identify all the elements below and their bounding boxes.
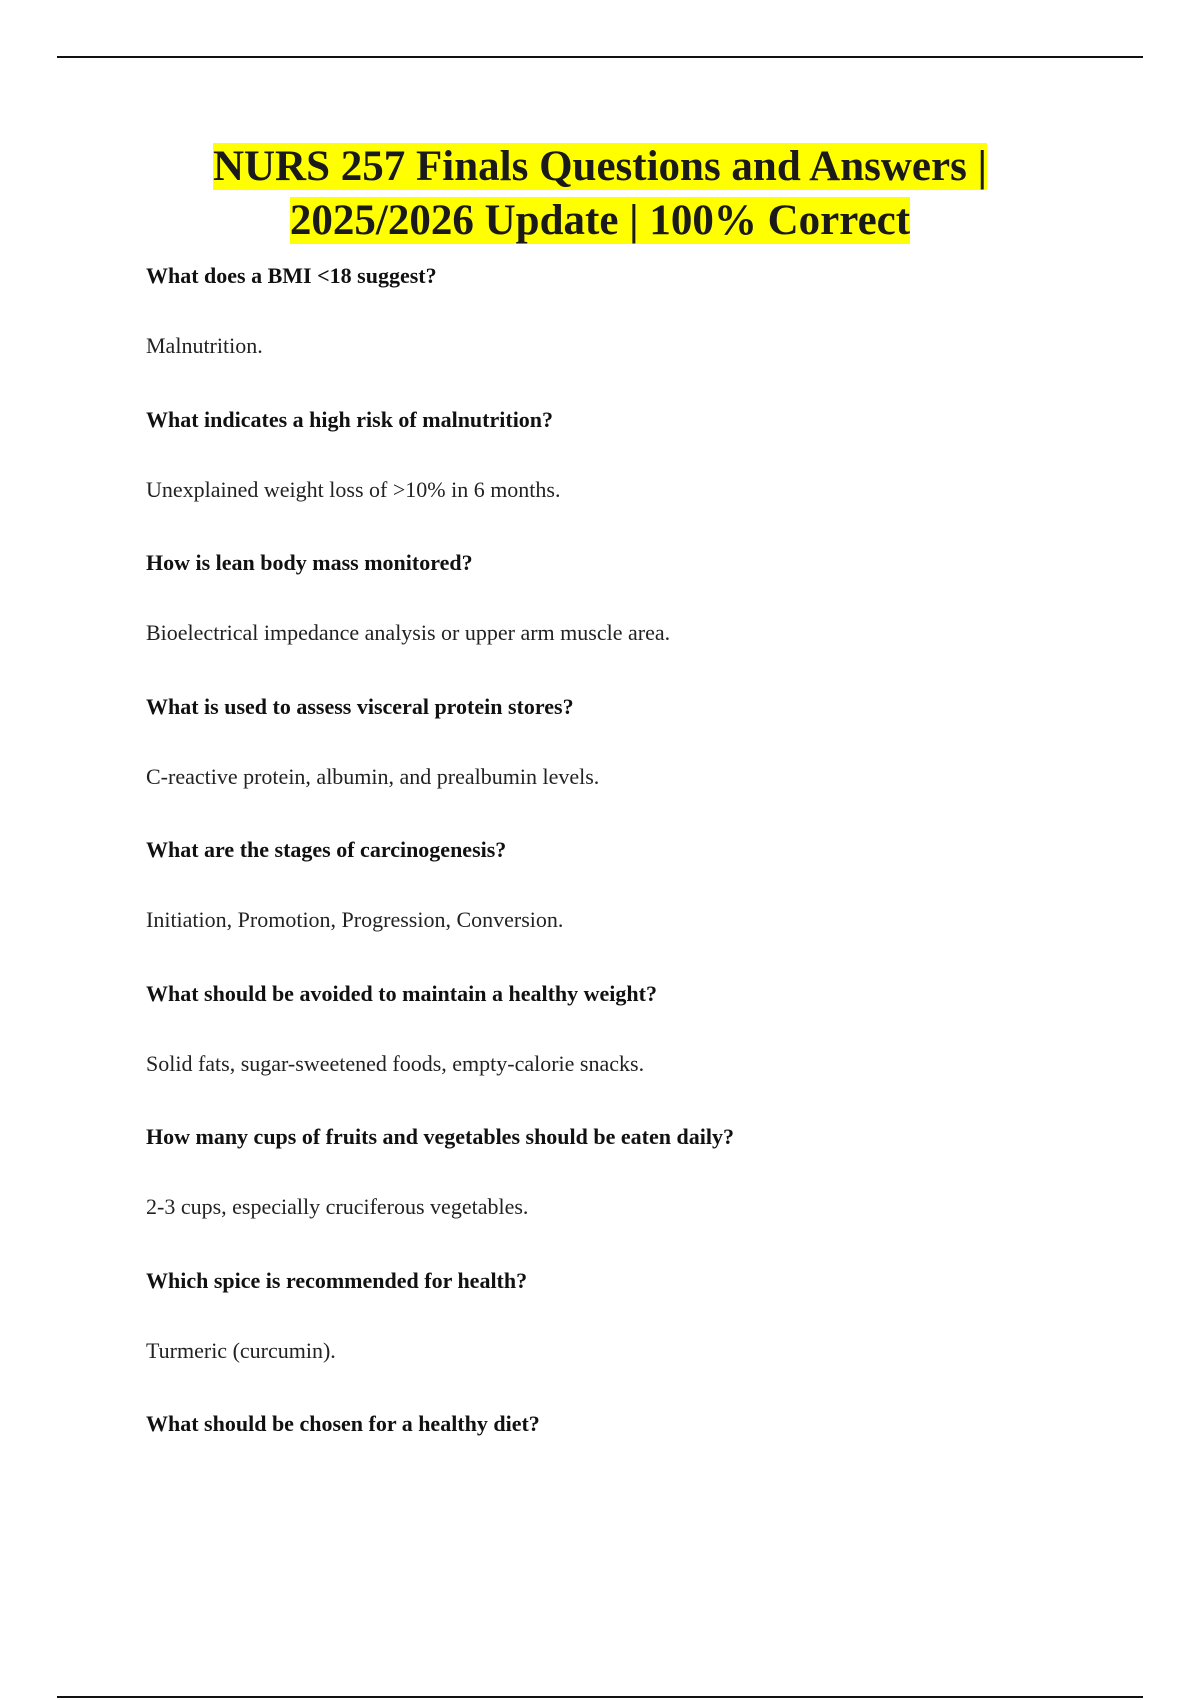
qa-item <box>146 549 1106 693</box>
title-line-2: 2025/2026 Update | 100% Correct <box>289 197 911 244</box>
qa-item <box>146 1267 1106 1411</box>
qa-list <box>146 262 1106 1554</box>
question: What should be chosen for a healthy diet? <box>146 1411 540 1436</box>
answer: Unexplained weight loss of >10% in 6 months. <box>146 476 561 502</box>
question: Which spice is recommended for health? <box>146 1267 528 1293</box>
answer: 2-3 cups, especially cruciferous vegetables. <box>146 1194 529 1219</box>
answer: Bioelectrical impedance analysis or upper arm muscle area. <box>146 620 671 645</box>
question: What is used to assess visceral protein stores? <box>146 693 574 719</box>
bottom-rule <box>57 1696 1143 1698</box>
qa-item <box>146 836 1106 980</box>
qa-item <box>146 262 1106 406</box>
qa-item <box>146 1123 1106 1267</box>
question: What does a BMI <18 suggest? <box>146 263 437 288</box>
answer: C-reactive protein, albumin, and prealbumin levels. <box>146 763 600 789</box>
qa-item <box>146 1410 1106 1554</box>
qa-item <box>146 980 1106 1124</box>
top-rule <box>57 56 1143 58</box>
answer: Malnutrition. <box>146 333 263 358</box>
title-line-1: NURS 257 Finals Questions and Answers | <box>212 143 988 190</box>
question: How is lean body mass monitored? <box>146 550 473 575</box>
document-title <box>0 140 1200 248</box>
question: What should be avoided to maintain a healthy weight? <box>146 980 657 1006</box>
question: What are the stages of carcinogenesis? <box>146 837 507 862</box>
question: What indicates a high risk of malnutrition? <box>146 406 554 432</box>
answer: Initiation, Promotion, Progression, Conversion. <box>146 907 564 932</box>
question: How many cups of fruits and vegetables should be eaten daily? <box>146 1124 734 1149</box>
qa-item <box>146 693 1106 837</box>
answer: Turmeric (curcumin). <box>146 1337 336 1363</box>
qa-item <box>146 406 1106 550</box>
answer: Solid fats, sugar-sweetened foods, empty-calorie snacks. <box>146 1050 645 1076</box>
